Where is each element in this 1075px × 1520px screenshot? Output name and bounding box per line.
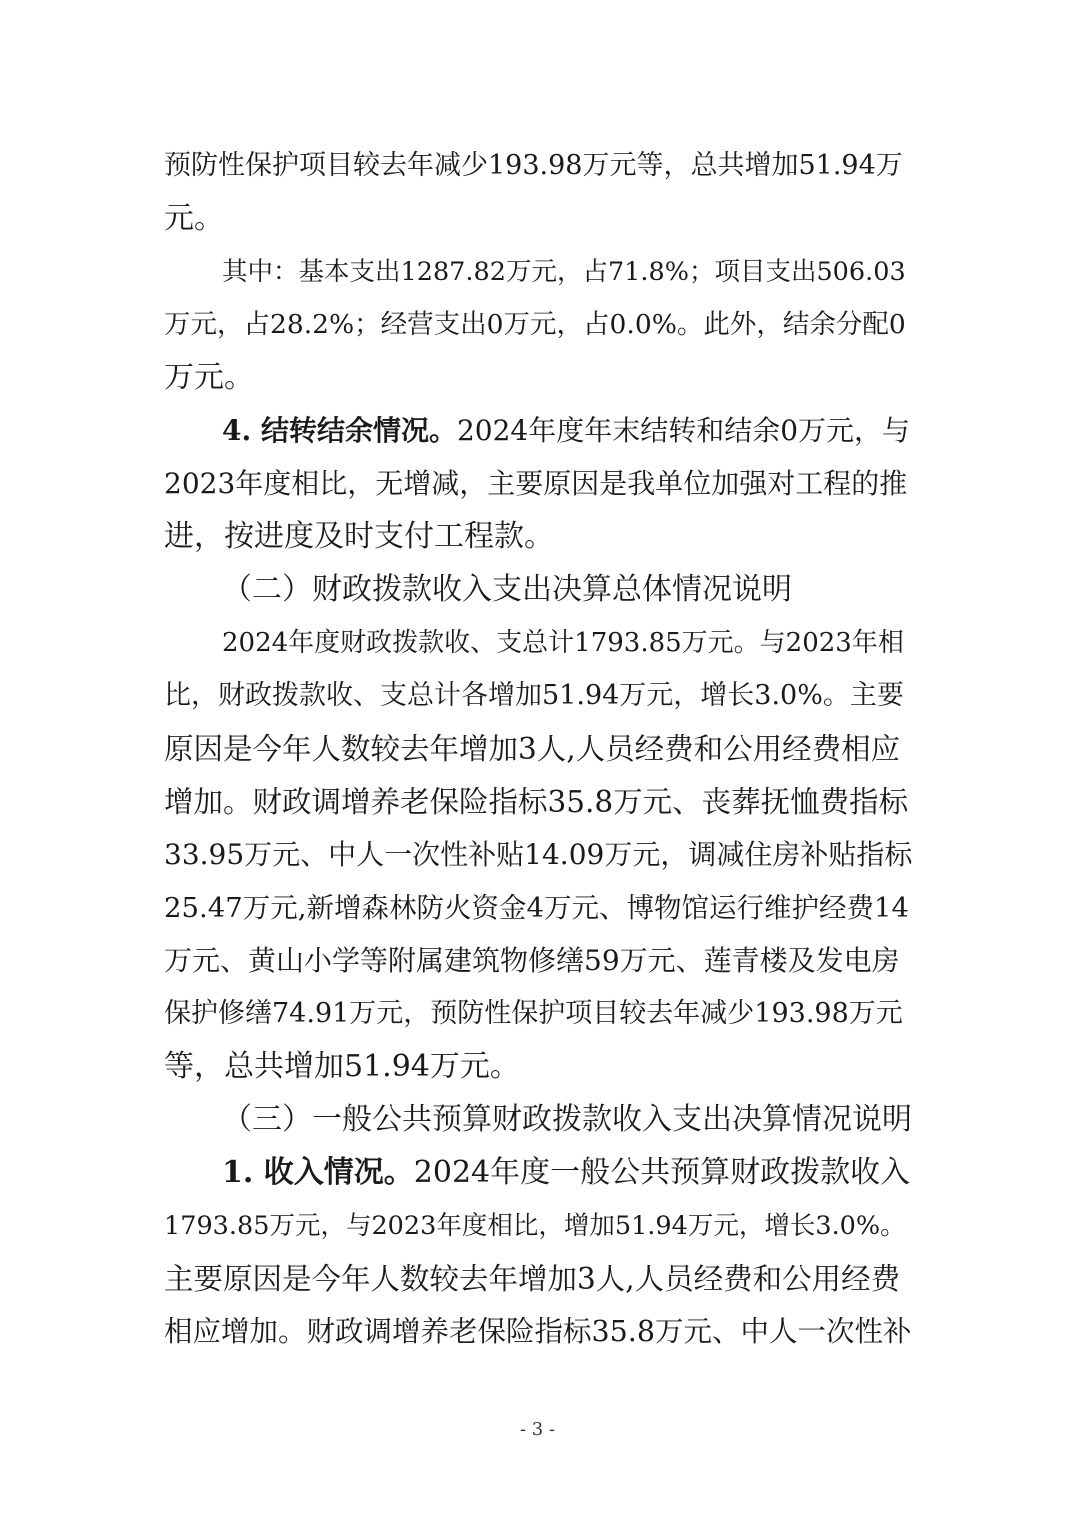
section-heading-carryover: 4. 结转结余情况。: [222, 414, 457, 447]
paragraph-line: 元。: [164, 201, 224, 236]
paragraph-line: 万元、黄山小学等附属建筑物修缮59万元、莲青楼及发电房: [164, 944, 900, 977]
paragraph-line: 万元。: [164, 360, 254, 395]
paragraph-text: 2024年度一般公共预算财政拨款收入: [413, 1155, 911, 1190]
paragraph-line: 其中：基本支出1287.82万元，占71.8%；项目支出506.03: [222, 257, 906, 287]
paragraph-line: 2023年度相比，无增减，主要原因是我单位加强对工程的推: [164, 467, 908, 500]
paragraph-line: 相应增加。财政调增养老保险指标35.8万元、中人一次性补: [164, 1315, 912, 1348]
section-title: （二）财政拨款收入支出决算总体情况说明: [222, 572, 792, 607]
paragraph-line: 2024年度财政拨款收、支总计1793.85万元。与2023年相: [222, 628, 904, 658]
paragraph-line: 33.95万元、中人一次性补贴14.09万元，调减住房补贴指标: [164, 838, 913, 871]
paragraph-line: 等，总共增加51.94万元。: [164, 1049, 520, 1084]
paragraph-line: 万元，占28.2%；经营支出0万元，占0.0%。此外，结余分配0: [164, 309, 906, 340]
paragraph-line: 主要原因是今年人数较去年增加3人,人员经费和公用经费: [164, 1262, 901, 1296]
paragraph-line: [222, 411, 910, 451]
paragraph-line: 1793.85万元，与2023年度相比，增加51.94万元，增长3.0%。: [164, 1211, 906, 1241]
paragraph-line: 保护修缮74.91万元，预防性保护项目较去年减少193.98万元: [164, 998, 903, 1029]
paragraph-line: 预防性保护项目较去年减少193.98万元等，总共增加51.94万: [164, 150, 903, 181]
paragraph-line: [222, 1153, 910, 1193]
page-number: - 3 -: [519, 1419, 556, 1440]
section-title: （三）一般公共预算财政拨款收入支出决算情况说明: [222, 1102, 912, 1137]
section-heading-income: 1. 收入情况。: [222, 1155, 414, 1190]
paragraph-line: 原因是今年人数较去年增加3人,人员经费和公用经费相应: [164, 732, 901, 766]
paragraph-line: 25.47万元,新增森林防火资金4万元、博物馆运行维护经费14: [164, 892, 909, 924]
paragraph-text: 2024年度年末结转和结余0万元，与: [456, 414, 911, 447]
paragraph-line: 比，财政拨款收、支总计各增加51.94万元，增长3.0%。主要: [164, 680, 904, 711]
paragraph-line: 增加。财政调增养老保险指标35.8万元、丧葬抚恤费指标: [164, 785, 909, 819]
paragraph-line: 进，按进度及时支付工程款。: [164, 519, 554, 554]
